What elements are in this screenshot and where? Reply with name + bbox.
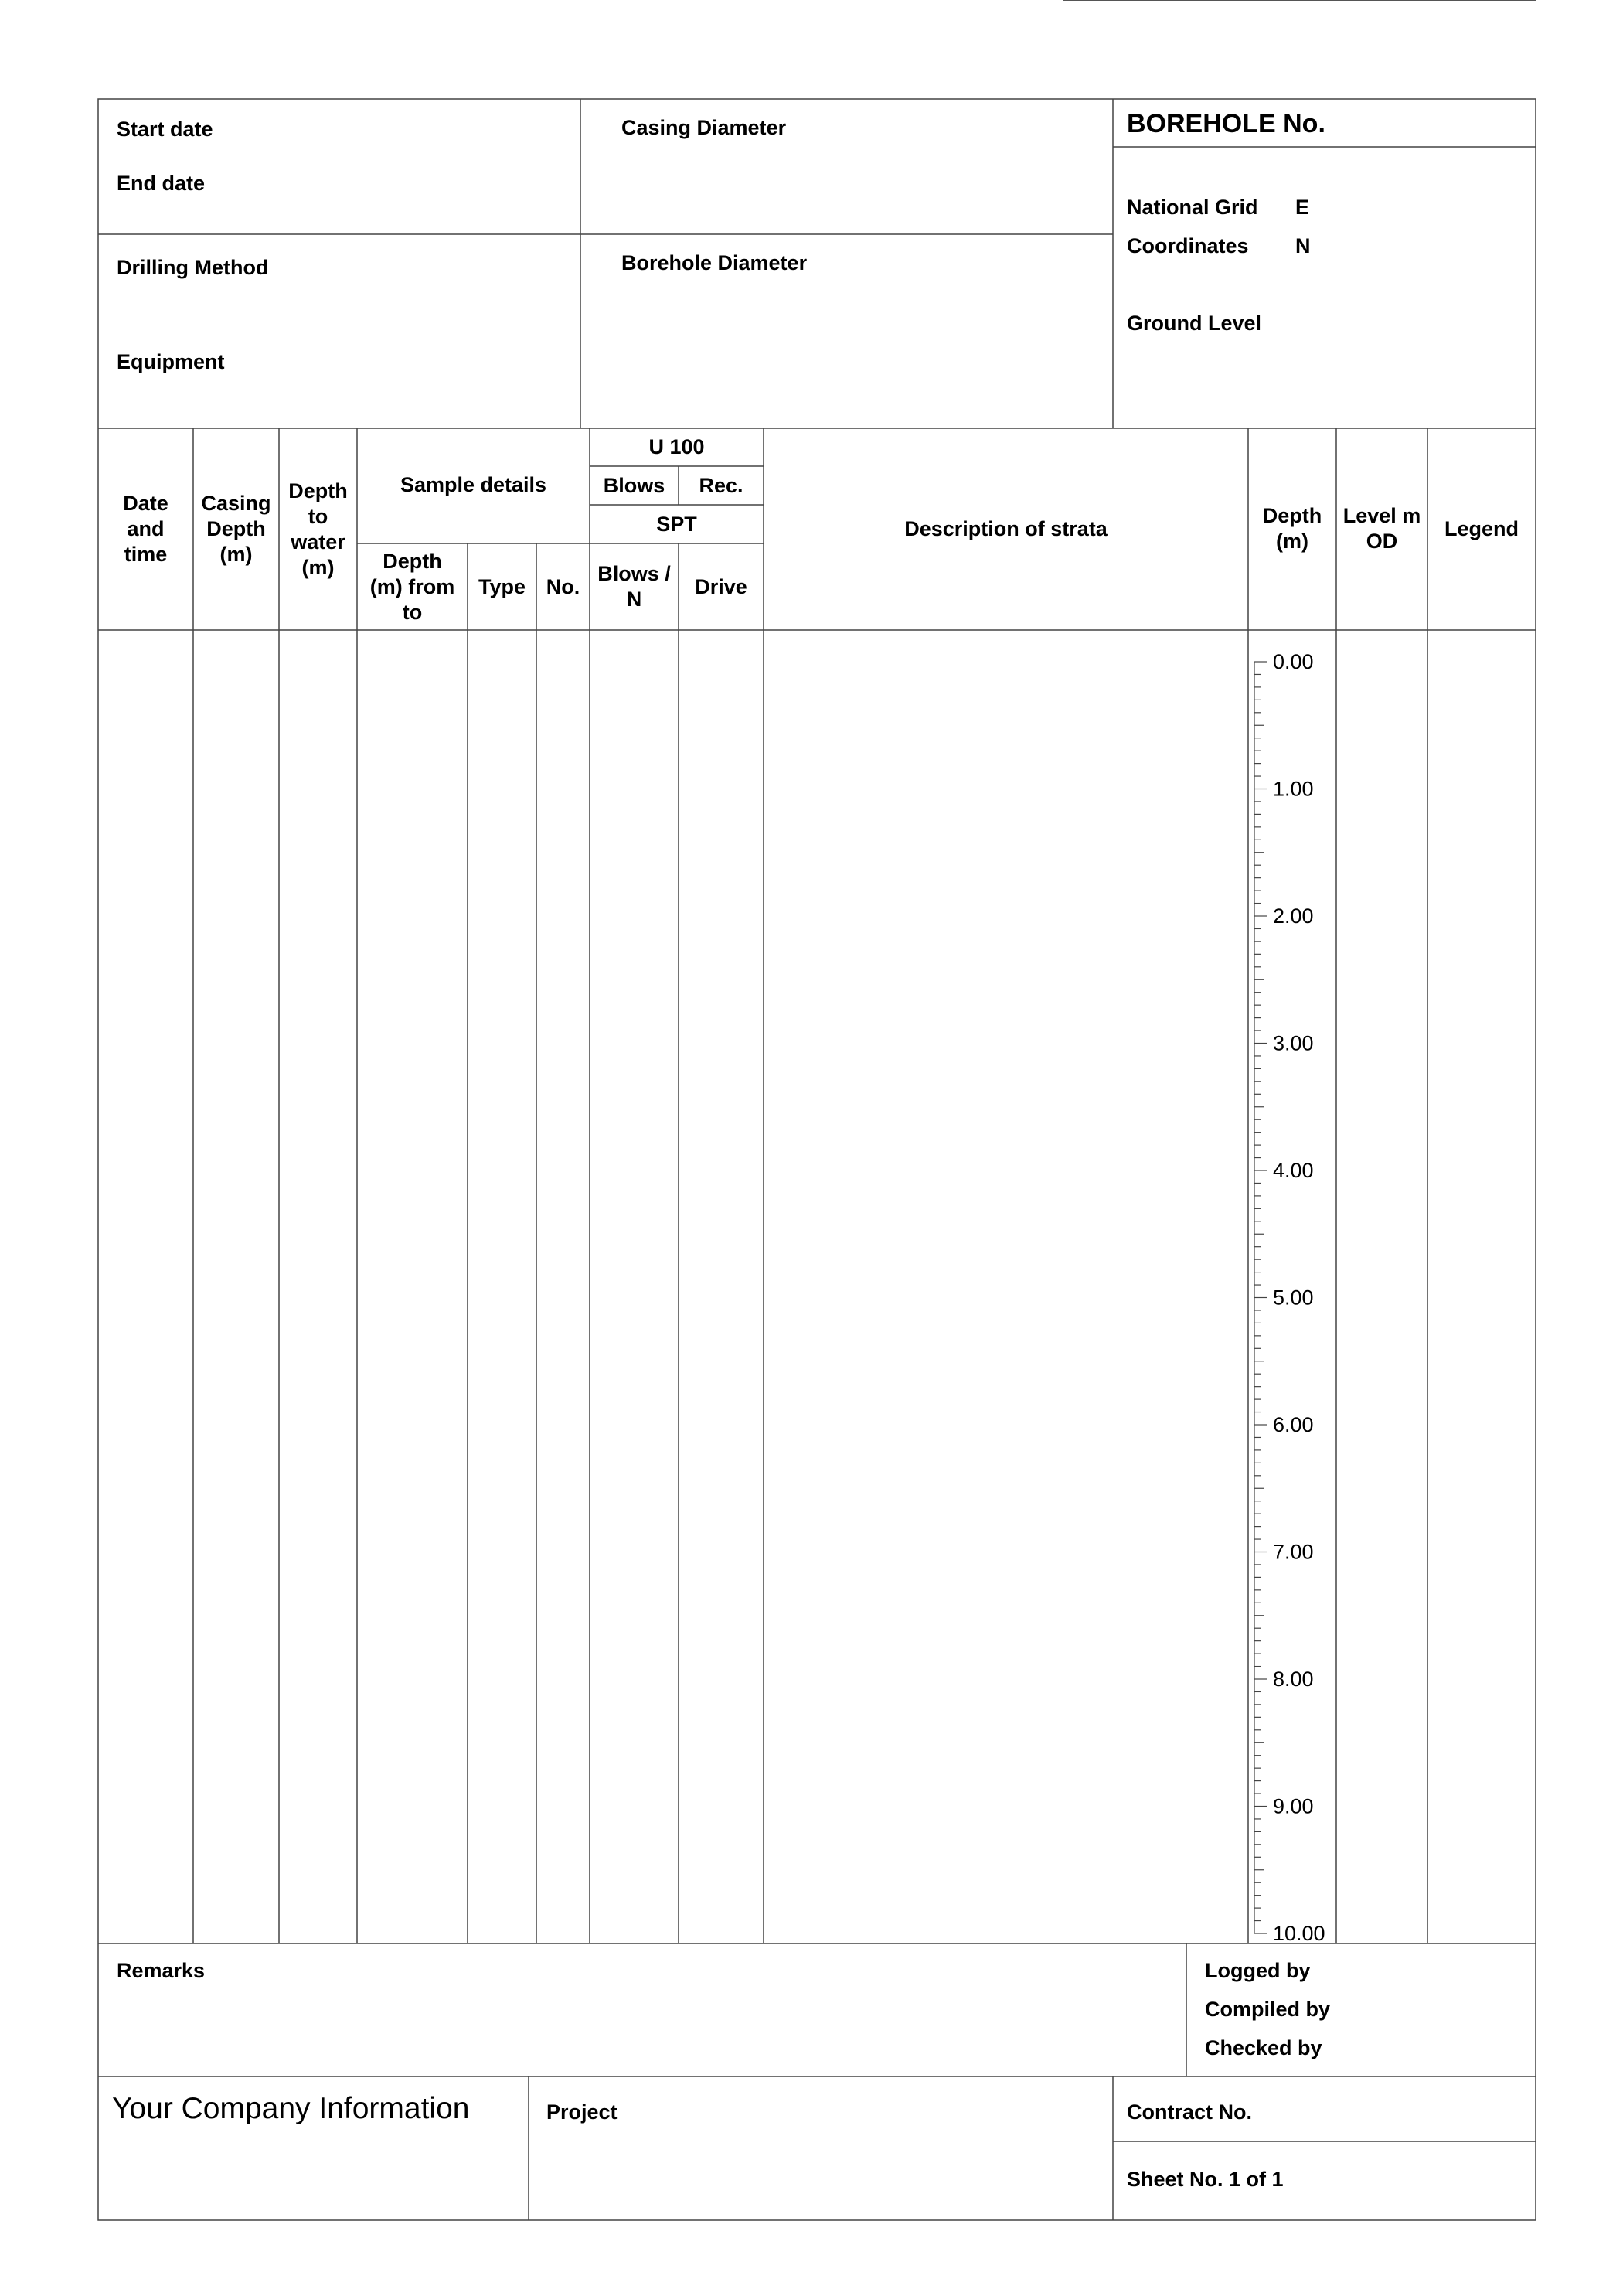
col-sample-no-header: No. bbox=[546, 574, 580, 598]
form-outer-border bbox=[98, 99, 1536, 2220]
col-casing-depth-line: Casing bbox=[201, 492, 271, 515]
spt-blows-n-header bbox=[590, 543, 679, 630]
col-depth-to-water-line: water bbox=[291, 530, 345, 554]
col-sample-depth-line: to bbox=[402, 600, 423, 624]
col-level-od-header bbox=[1336, 428, 1427, 630]
borehole-no-label: BOREHOLE No. bbox=[1127, 109, 1325, 138]
borehole-diameter-label: Borehole Diameter bbox=[621, 251, 808, 274]
depth-scale-label: 1.00 bbox=[1273, 777, 1314, 801]
col-casing-depth-header bbox=[193, 428, 279, 630]
end-date-label: End date bbox=[117, 172, 206, 195]
col-depth-to-water-line: Depth bbox=[288, 479, 348, 502]
spt-blows-n-line: Blows / bbox=[597, 562, 671, 585]
compiled-by-label: Compiled by bbox=[1205, 1998, 1331, 2021]
col-sample-depth-header bbox=[357, 543, 468, 630]
ground-level-label: Ground Level bbox=[1127, 312, 1262, 335]
col-date-time-line: and bbox=[127, 517, 165, 540]
depth-scale-label: 9.00 bbox=[1273, 1794, 1314, 1818]
col-depth-to-water-line: to bbox=[308, 504, 328, 528]
remarks-label: Remarks bbox=[117, 1959, 206, 1982]
sample-details-header: Sample details bbox=[400, 472, 547, 496]
checked-by-label: Checked by bbox=[1205, 2036, 1322, 2059]
depth-scale bbox=[1254, 650, 1325, 1945]
project-label: Project bbox=[546, 2100, 618, 2124]
u100-blows-header: Blows bbox=[603, 473, 665, 497]
col-casing-depth-line: Depth bbox=[206, 517, 266, 540]
depth-scale-label: 2.00 bbox=[1273, 904, 1314, 928]
col-depth-line: (m) bbox=[1276, 529, 1308, 553]
col-depth-to-water-header bbox=[279, 428, 357, 630]
col-date-time-header bbox=[98, 428, 193, 630]
logged-by-label: Logged by bbox=[1205, 1959, 1311, 1982]
col-depth-header bbox=[1248, 428, 1336, 630]
u100-rec-header: Rec. bbox=[699, 473, 743, 497]
depth-scale-label: 4.00 bbox=[1273, 1159, 1314, 1182]
depth-scale-label: 10.00 bbox=[1273, 1922, 1325, 1945]
u100-header: U 100 bbox=[648, 435, 705, 458]
col-description-header: Description of strata bbox=[904, 517, 1108, 540]
spt-drive-header: Drive bbox=[695, 574, 747, 598]
spt-blows-n-line: N bbox=[626, 588, 642, 611]
depth-scale-label: 0.00 bbox=[1273, 650, 1314, 673]
col-sample-type-header: Type bbox=[478, 574, 526, 598]
northing-label: N bbox=[1295, 234, 1311, 257]
col-level-od-line: Level m bbox=[1342, 503, 1421, 527]
easting-label: E bbox=[1295, 196, 1310, 219]
depth-scale-label: 5.00 bbox=[1273, 1286, 1314, 1310]
national-grid-label: National Grid bbox=[1127, 196, 1258, 219]
col-legend-header: Legend bbox=[1444, 517, 1519, 540]
depth-scale-label: 3.00 bbox=[1273, 1031, 1314, 1055]
sheet-no-label: Sheet No. 1 of 1 bbox=[1127, 2168, 1284, 2191]
coordinates-label: Coordinates bbox=[1127, 234, 1249, 257]
col-date-time-line: time bbox=[124, 543, 168, 566]
start-date-label: Start date bbox=[117, 118, 213, 141]
col-casing-depth-line: (m) bbox=[219, 543, 253, 566]
depth-scale-label: 7.00 bbox=[1273, 1540, 1314, 1564]
company-information: Your Company Information bbox=[112, 2092, 470, 2125]
depth-scale-label: 8.00 bbox=[1273, 1667, 1314, 1691]
contract-no-label: Contract No. bbox=[1127, 2100, 1252, 2124]
col-sample-depth-line: Depth bbox=[383, 549, 442, 573]
depth-scale-label: 6.00 bbox=[1273, 1413, 1314, 1436]
spt-header: SPT bbox=[656, 512, 697, 536]
col-date-time-line: Date bbox=[123, 492, 168, 515]
drilling-method-label: Drilling Method bbox=[117, 256, 269, 279]
col-sample-depth-line: (m) from bbox=[369, 574, 455, 598]
col-depth-to-water-line: (m) bbox=[301, 555, 335, 579]
col-depth-line: Depth bbox=[1262, 503, 1322, 527]
casing-diameter-label: Casing Diameter bbox=[621, 116, 787, 139]
col-level-od-line: OD bbox=[1366, 529, 1398, 553]
equipment-label: Equipment bbox=[117, 350, 225, 373]
